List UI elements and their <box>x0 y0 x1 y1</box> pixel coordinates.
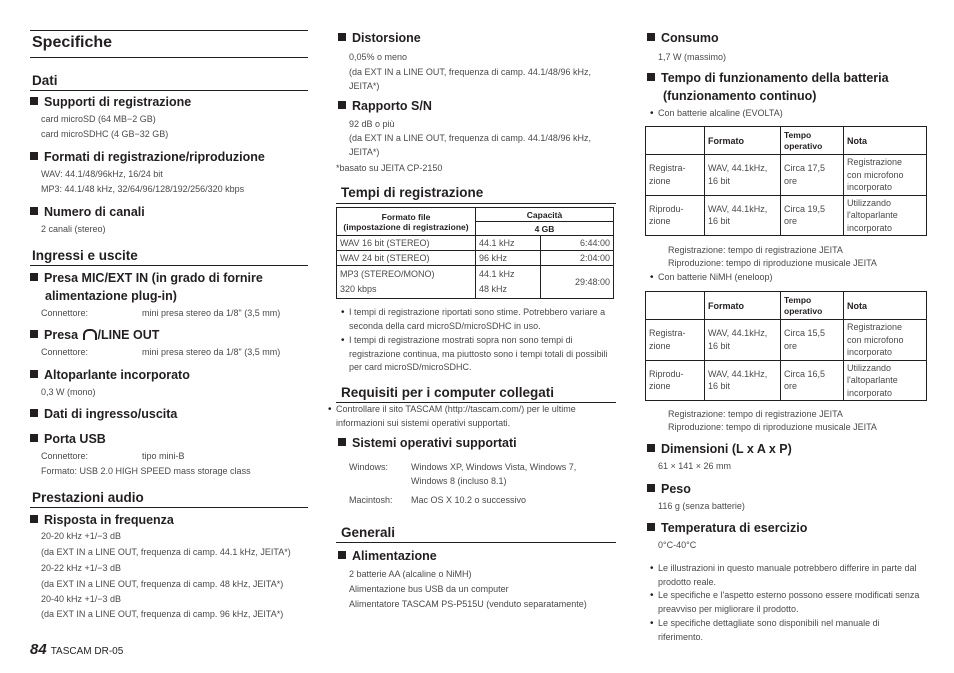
bullet: • Le specifiche dettagliate sono disponibili nel manuale di riferimento. <box>658 617 923 644</box>
section-prestazioni: Prestazioni audio <box>32 490 144 505</box>
text: 0°C-40°C <box>658 540 697 550</box>
th-capacita: Capacità <box>476 208 614 222</box>
top-rule <box>30 30 308 31</box>
cell: 320 kbps <box>340 284 377 294</box>
heading-distorsione: Distorsione <box>338 31 421 45</box>
cell: MP3 (STEREO/MONO) <box>340 269 435 279</box>
section-tempi: Tempi di registrazione <box>341 185 484 200</box>
bullet: • Con batterie alcaline (EVOLTA) <box>658 107 783 121</box>
section-dati: Dati <box>32 73 58 88</box>
text: WAV: 44.1/48/96kHz, 16/24 bit <box>41 169 163 179</box>
th: Nota <box>844 292 927 320</box>
bullet: • Con batterie NiMH (eneloop) <box>658 271 773 285</box>
cell: 96 kHz <box>476 251 541 266</box>
cell: 29:48:00 <box>541 266 614 299</box>
bullet: • I tempi di registrazione mostrati sopra non sono tempi di registrazione continua, ma piuttosto sono i tempi totali di possibili per card microSD/microSDHC. <box>349 334 611 375</box>
text: 20-22 kHz +1/−3 dB <box>41 563 122 573</box>
text: 20-20 kHz +1/−3 dB <box>41 531 122 541</box>
th: Formato <box>705 127 781 155</box>
heading-alimentazione: Alimentazione <box>338 549 437 563</box>
text: (da EXT IN a LINE OUT, frequenza di camp. 44.1/48/96 kHz, <box>349 133 591 143</box>
headphones-icon <box>83 329 97 340</box>
bullet: • Le specifiche e l'aspetto esterno possono essere modificati senza preavviso per migliorare il prodotto. <box>658 589 923 616</box>
text: Riproduzione: tempo di riproduzione musicale JEITA <box>668 258 877 268</box>
th: operativo <box>784 305 823 316</box>
cell: WAV 16 bit (STEREO) <box>337 236 476 251</box>
heading-usb: Porta USB <box>30 432 106 446</box>
cell: 44.1 kHz <box>476 236 541 251</box>
text: 0,05% o meno <box>349 52 408 62</box>
recording-times-table <box>336 207 614 299</box>
heading-mic: Presa MIC/EXT IN (in grado di fornire <box>30 271 263 285</box>
cell: 6:44:00 <box>541 236 614 251</box>
text: Windows XP, Windows Vista, Windows 7, <box>411 462 577 472</box>
th: Tempo <box>784 129 812 140</box>
th: Nota <box>844 127 927 155</box>
text: (da EXT IN a LINE OUT, frequenza di camp. 44.1/48/96 kHz, <box>349 67 591 77</box>
heading-formati: Formati di registrazione/riproduzione <box>30 150 265 164</box>
text: Riproduzione: tempo di riproduzione musicale JEITA <box>668 422 877 432</box>
heading-canali: Numero di canali <box>30 205 145 219</box>
battery-table-alkaline: Formato Tempo operativo Nota Registra- zione WAV, 44.1kHz, 16 bit Circa 17,5 ore Registrazione con microfono incorporato Riprodu- zione WAV, 44.1kHz, 16 bit Circa 19,5 ore Utilizzando l'altoparlante incorporato <box>645 126 927 236</box>
rule <box>30 57 308 58</box>
th-formato: Formato file <box>381 211 431 222</box>
heading-snr: Rapporto S/N <box>338 99 432 113</box>
text: MP3: 44.1/48 kHz, 32/64/96/128/192/256/320 kbps <box>41 184 245 194</box>
footer <box>30 641 123 659</box>
heading-supporti: Supporti di registrazione <box>30 95 191 109</box>
th: Formato <box>705 292 781 320</box>
text: Windows: <box>349 462 389 472</box>
heading-altoparlante: Altoparlante incorporato <box>30 368 190 382</box>
rule <box>336 203 616 204</box>
th: operativo <box>784 140 823 151</box>
text: JEITA*) <box>349 81 380 91</box>
heading-dimensioni: Dimensioni (L x A x P) <box>647 442 792 456</box>
heading-peso: Peso <box>647 482 691 496</box>
brand: TASCAM DR-05 <box>50 646 124 657</box>
cell: 48 kHz <box>479 284 508 294</box>
text: tipo mini-B <box>142 451 185 461</box>
section-ingressi: Ingressi e uscite <box>32 248 138 263</box>
rule <box>30 90 308 91</box>
text: mini presa stereo da 1/8" (3,5 mm) <box>142 308 281 318</box>
text: mini presa stereo da 1/8" (3,5 mm) <box>142 347 281 357</box>
text: 1,7 W (massimo) <box>658 52 727 62</box>
heading-temperatura: Temperatura di esercizio <box>647 521 807 535</box>
text: JEITA*) <box>349 147 380 157</box>
rule <box>30 265 308 266</box>
bullet: • I tempi di registrazione riportati sono stime. Potrebbero variare a seconda della card microSD/microSDHC in uso. <box>349 306 611 333</box>
text: card microSD (64 MB−2 GB) <box>41 114 156 124</box>
section-requisiti: Requisiti per i computer collegati <box>341 385 555 400</box>
cell: WAV 24 bit (STEREO) <box>337 251 476 266</box>
text: Macintosh: <box>349 495 393 505</box>
section-generali: Generali <box>341 525 396 540</box>
text: 20-40 kHz +1/−3 dB <box>41 594 122 604</box>
heading-tempo: Tempo di funzionamento della batteria <box>647 71 889 85</box>
text: 0,3 W (mono) <box>41 387 96 397</box>
th-formato-2: (impostazione di registrazione) <box>343 221 469 232</box>
page-title: Specifiche <box>32 34 113 51</box>
text: 61 × 141 × 26 mm <box>658 461 732 471</box>
page-number: 84 <box>30 641 47 658</box>
heading-dati-io: Dati di ingresso/uscita <box>30 407 177 421</box>
text: 2 canali (stereo) <box>41 224 106 234</box>
text: Connettore: <box>41 308 89 318</box>
th: Tempo <box>784 294 812 305</box>
text: Registrazione: tempo di registrazione JEITA <box>668 409 843 419</box>
heading-mic-2: alimentazione plug-in) <box>45 289 177 303</box>
text: Connettore: <box>41 451 89 461</box>
text: Mac OS X 10.2 o successivo <box>411 495 527 505</box>
text: Formato: USB 2.0 HIGH SPEED mass storage class <box>41 466 251 476</box>
th-4gb: 4 GB <box>476 222 614 236</box>
text: Connettore: <box>41 347 89 357</box>
heading-lineout: Presa /LINE OUT <box>30 328 159 342</box>
text: Alimentazione bus USB da un computer <box>349 584 509 594</box>
cell: 2:04:00 <box>541 251 614 266</box>
heading-consumo: Consumo <box>647 31 719 45</box>
rule <box>336 542 616 543</box>
text: Registrazione: tempo di registrazione JEITA <box>668 245 843 255</box>
text: 116 g (senza batterie) <box>658 501 745 511</box>
text: 92 dB o più <box>349 119 395 129</box>
rule <box>30 507 308 508</box>
cell: 44.1 kHz <box>479 269 515 279</box>
text: (da EXT IN a LINE OUT, frequenza di camp. 44.1 kHz, JEITA*) <box>41 547 291 557</box>
text: (da EXT IN a LINE OUT, frequenza di camp. 48 kHz, JEITA*) <box>41 579 284 589</box>
text: 2 batterie AA (alcaline o NiMH) <box>349 569 472 579</box>
text: • Controllare il sito TASCAM (http://tascam.com/) per le ultime informazioni sui sistemi operativi supportati. <box>336 403 611 430</box>
text: card microSDHC (4 GB−32 GB) <box>41 129 169 139</box>
heading-tempo-2: (funzionamento continuo) <box>663 89 817 103</box>
text: Alimentatore TASCAM PS-P515U (venduto separatamente) <box>349 599 587 609</box>
heading-sistemi: Sistemi operativi supportati <box>338 436 517 450</box>
heading-risposta: Risposta in frequenza <box>30 513 174 527</box>
text: *basato su JEITA CP-2150 <box>336 163 443 173</box>
text: Windows 8 (incluso 8.1) <box>411 476 507 486</box>
text: (da EXT IN a LINE OUT, frequenza di camp. 96 kHz, JEITA*) <box>41 609 284 619</box>
battery-table-nimh: Formato Tempo operativo Nota Registra- zione WAV, 44.1kHz, 16 bit Circa 15,5 ore Registrazione con microfono incorporato Riprodu- zione WAV, 44.1kHz, 16 bit Circa 16,5 ore Utilizzando l'altoparlante incorporato <box>645 291 927 401</box>
bullet: • Le illustrazioni in questo manuale potrebbero differire in parte dal prodotto reale. <box>658 562 923 589</box>
